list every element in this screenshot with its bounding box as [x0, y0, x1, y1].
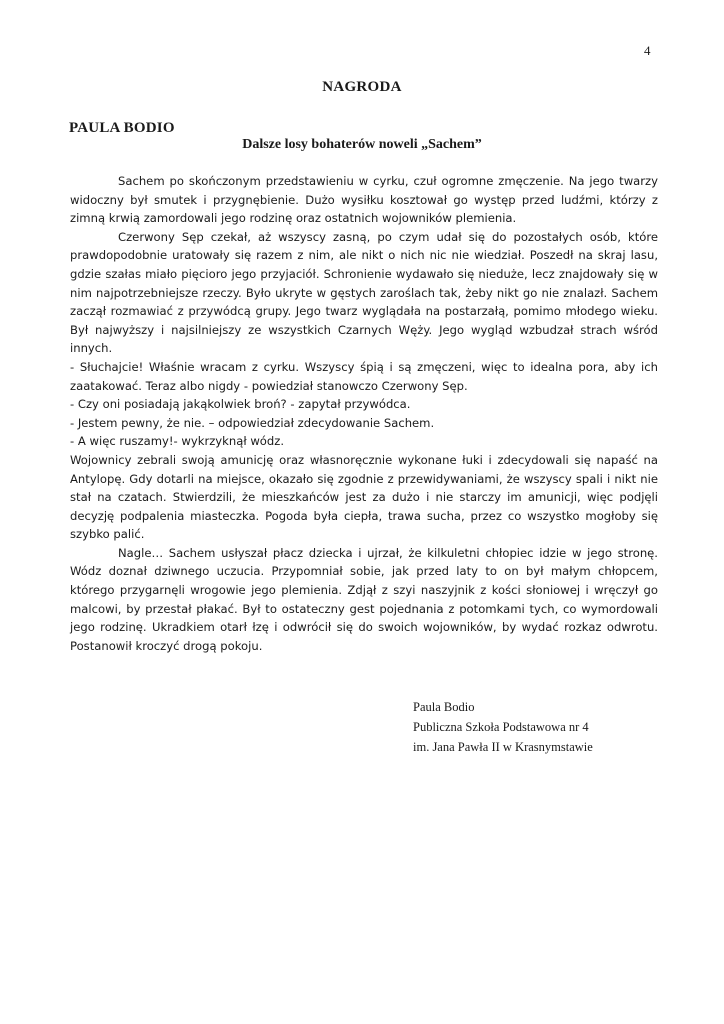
author-heading: PAULA BODIO — [69, 120, 175, 136]
paragraph-4: Nagle… Sachem usłyszał płacz dziecka i ujrzał, że kilkuletni chłopiec idzie w jego stronę. Wódz doznał dziwnego uczucia. Przypomniał sobie, jak przed laty to on był małym chłopcem, którego przygarnęli wrogowie jego plemienia. Zdjął z szyi naszyjnik z kości słoniowej i wręczył go malcowi, by przestał płakać. Był to ostateczny gest pojednania z potomkami tych, co wymordowali jego rodzinę. Ukradkiem otarł łzę i odwrócił się do swoich wojowników, by wydać rozkaz odwrotu. Postanowił kroczyć drogą pokoju. — [70, 545, 658, 653]
story-title-text: Dalsze losy bohaterów noweli „Sachem” — [242, 137, 482, 152]
signature-location: im. Jana Pawła II w Krasnymstawie — [413, 740, 593, 754]
signature-name: Paula Bodio — [413, 700, 475, 714]
signature-block — [413, 697, 593, 757]
story-title — [0, 137, 724, 153]
dialogue-line-1: - Słuchajcie! Właśnie wracam z cyrku. Wszyscy śpią i są zmęczeni, więc to idealna pora, aby ich zaatakować. Teraz albo nigdy - powiedział stanowczo Czerwony Sęp. — [70, 359, 658, 393]
story-body — [70, 172, 658, 655]
paragraph-3: Wojownicy zebrali swoją amunicję oraz własnoręcznie wykonane łuki i zdecydowali się napaść na Antylopę. Gdy dotarli na miejsce, okazało się zgodnie z przewidywaniami, że wszyscy spali i nikt nie stał na czatach. Stwierdzili, że mieszkańców jest za dużo i nie starczy im amunicji, więc podjęli decyzję podpalenia miasteczka. Pogoda była ciepła, trawa sucha, przez co wszystko mogłoby się szybko palić. — [70, 452, 658, 542]
section-title: NAGRODA — [322, 79, 402, 95]
signature-school: Publiczna Szkoła Podstawowa nr 4 — [413, 720, 589, 734]
paragraph-2: Czerwony Sęp czekał, aż wszyscy zasną, po czym udał się do pozostałych osób, które prawdopodobnie uratowały się razem z nim, ale nikt o nich nic nie wiedział. Poszedł na skraj lasu, gdzie szałas miało pięcioro jego przyjaciół. Schronienie wydawało się nieduże, lecz znajdowały się w nim najpotrzebniejsze rzeczy. Było ukryte w gęstych zaroślach tak, żeby nikt go nie znalazł. Sachem zaczął rozmawiać z przywódcą grupy. Jego twarz wyglądała na postarzałą, pomimo młodego wieku. Był najwyższy i najsilniejszy ze wszystkich Czarnych Węży. Jego wygląd wzbudzał strach wśród innych. — [70, 229, 658, 356]
page-number: 4 — [644, 43, 651, 58]
paragraph-1: Sachem po skończonym przedstawieniu w cyrku, czuł ogromne zmęczenie. Na jego twarzy widoczny był smutek i przygnębienie. Dużo wysiłku kosztował go występ przed ludźmi, którzy z zimną krwią zamordowali jego rodzinę oraz ostatnich wojowników plemienia. — [70, 174, 658, 226]
dialogue-line-4: - A więc ruszamy!- wykrzyknął wódz. — [70, 434, 285, 449]
dialogue-line-2: - Czy oni posiadają jakąkolwiek broń? - zapytał przywódca. — [70, 397, 411, 412]
dialogue-line-3: - Jestem pewny, że nie. – odpowiedział zdecydowanie Sachem. — [70, 415, 435, 430]
